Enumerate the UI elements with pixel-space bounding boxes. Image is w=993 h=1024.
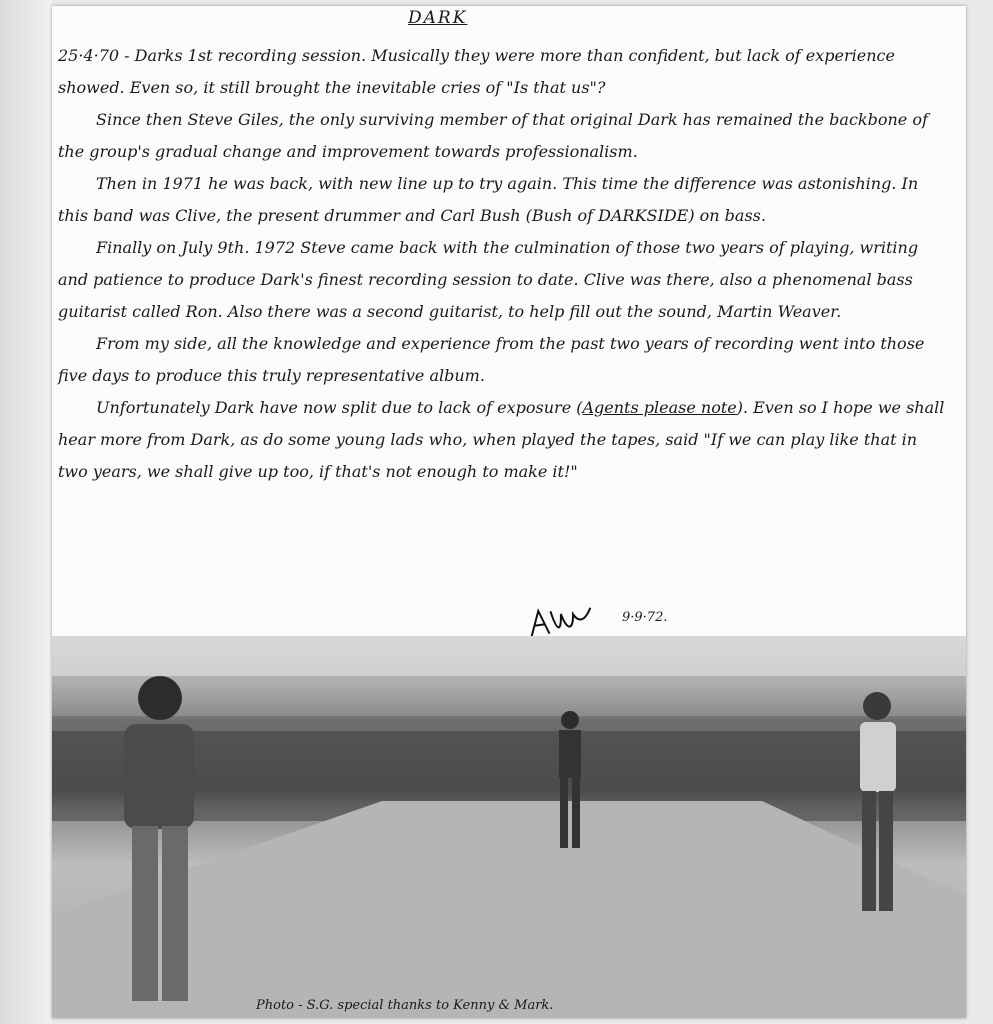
paragraph-4: Finally on July 9th. 1972 Steve came back with the culmination of those two years of playing, writing and patience to produce Dark's finest recording session to date. Clive was there, also a phenomenal bass guitarist called Ron. Also there was a second guitarist, to help fill out the sound, Martin Weaver. [58, 238, 919, 321]
page-title: DARK [408, 8, 468, 28]
paragraph-6 [58, 392, 948, 488]
paragraph-2: Since then Steve Giles, the only surviving member of that original Dark has remained the backbone of the group's gradual change and improvement towards professionalism. [58, 110, 928, 161]
paragraph-3: Then in 1971 he was back, with new line up to try again. This time the difference was astonishing. In this band was Clive, the present drummer and Carl Bush (Bush of DARKSIDE) on bass. [58, 174, 919, 225]
paragraph-5: From my side, all the knowledge and experience from the past two years of recording went into those five days to produce this truly representative album. [58, 334, 925, 385]
handwritten-text [58, 40, 948, 488]
document-page [52, 6, 966, 1018]
band-photo [52, 636, 966, 1018]
signature-date: 9·9·72. [622, 610, 668, 625]
paragraph-6-end: ). Even so I hope we shall hear more from Dark, as do some young lads who, when played the tapes, said "If we can play like that in two years, we shall give up too, if that's not enough to make it!" [58, 398, 945, 481]
paragraph-1: 25·4·70 - Darks 1st recording session. Musically they were more than confident, but lack of experience showed. Even so, it still brought the inevitable cries of "Is that us"? [58, 46, 895, 97]
agents-note: Agents please note [582, 398, 737, 417]
paragraph-6-start: Unfortunately Dark have now split due to lack of exposure ( [96, 398, 583, 417]
page-edge [0, 0, 52, 1024]
photo-caption: Photo - S.G. special thanks to Kenny & Mark. [256, 998, 554, 1013]
